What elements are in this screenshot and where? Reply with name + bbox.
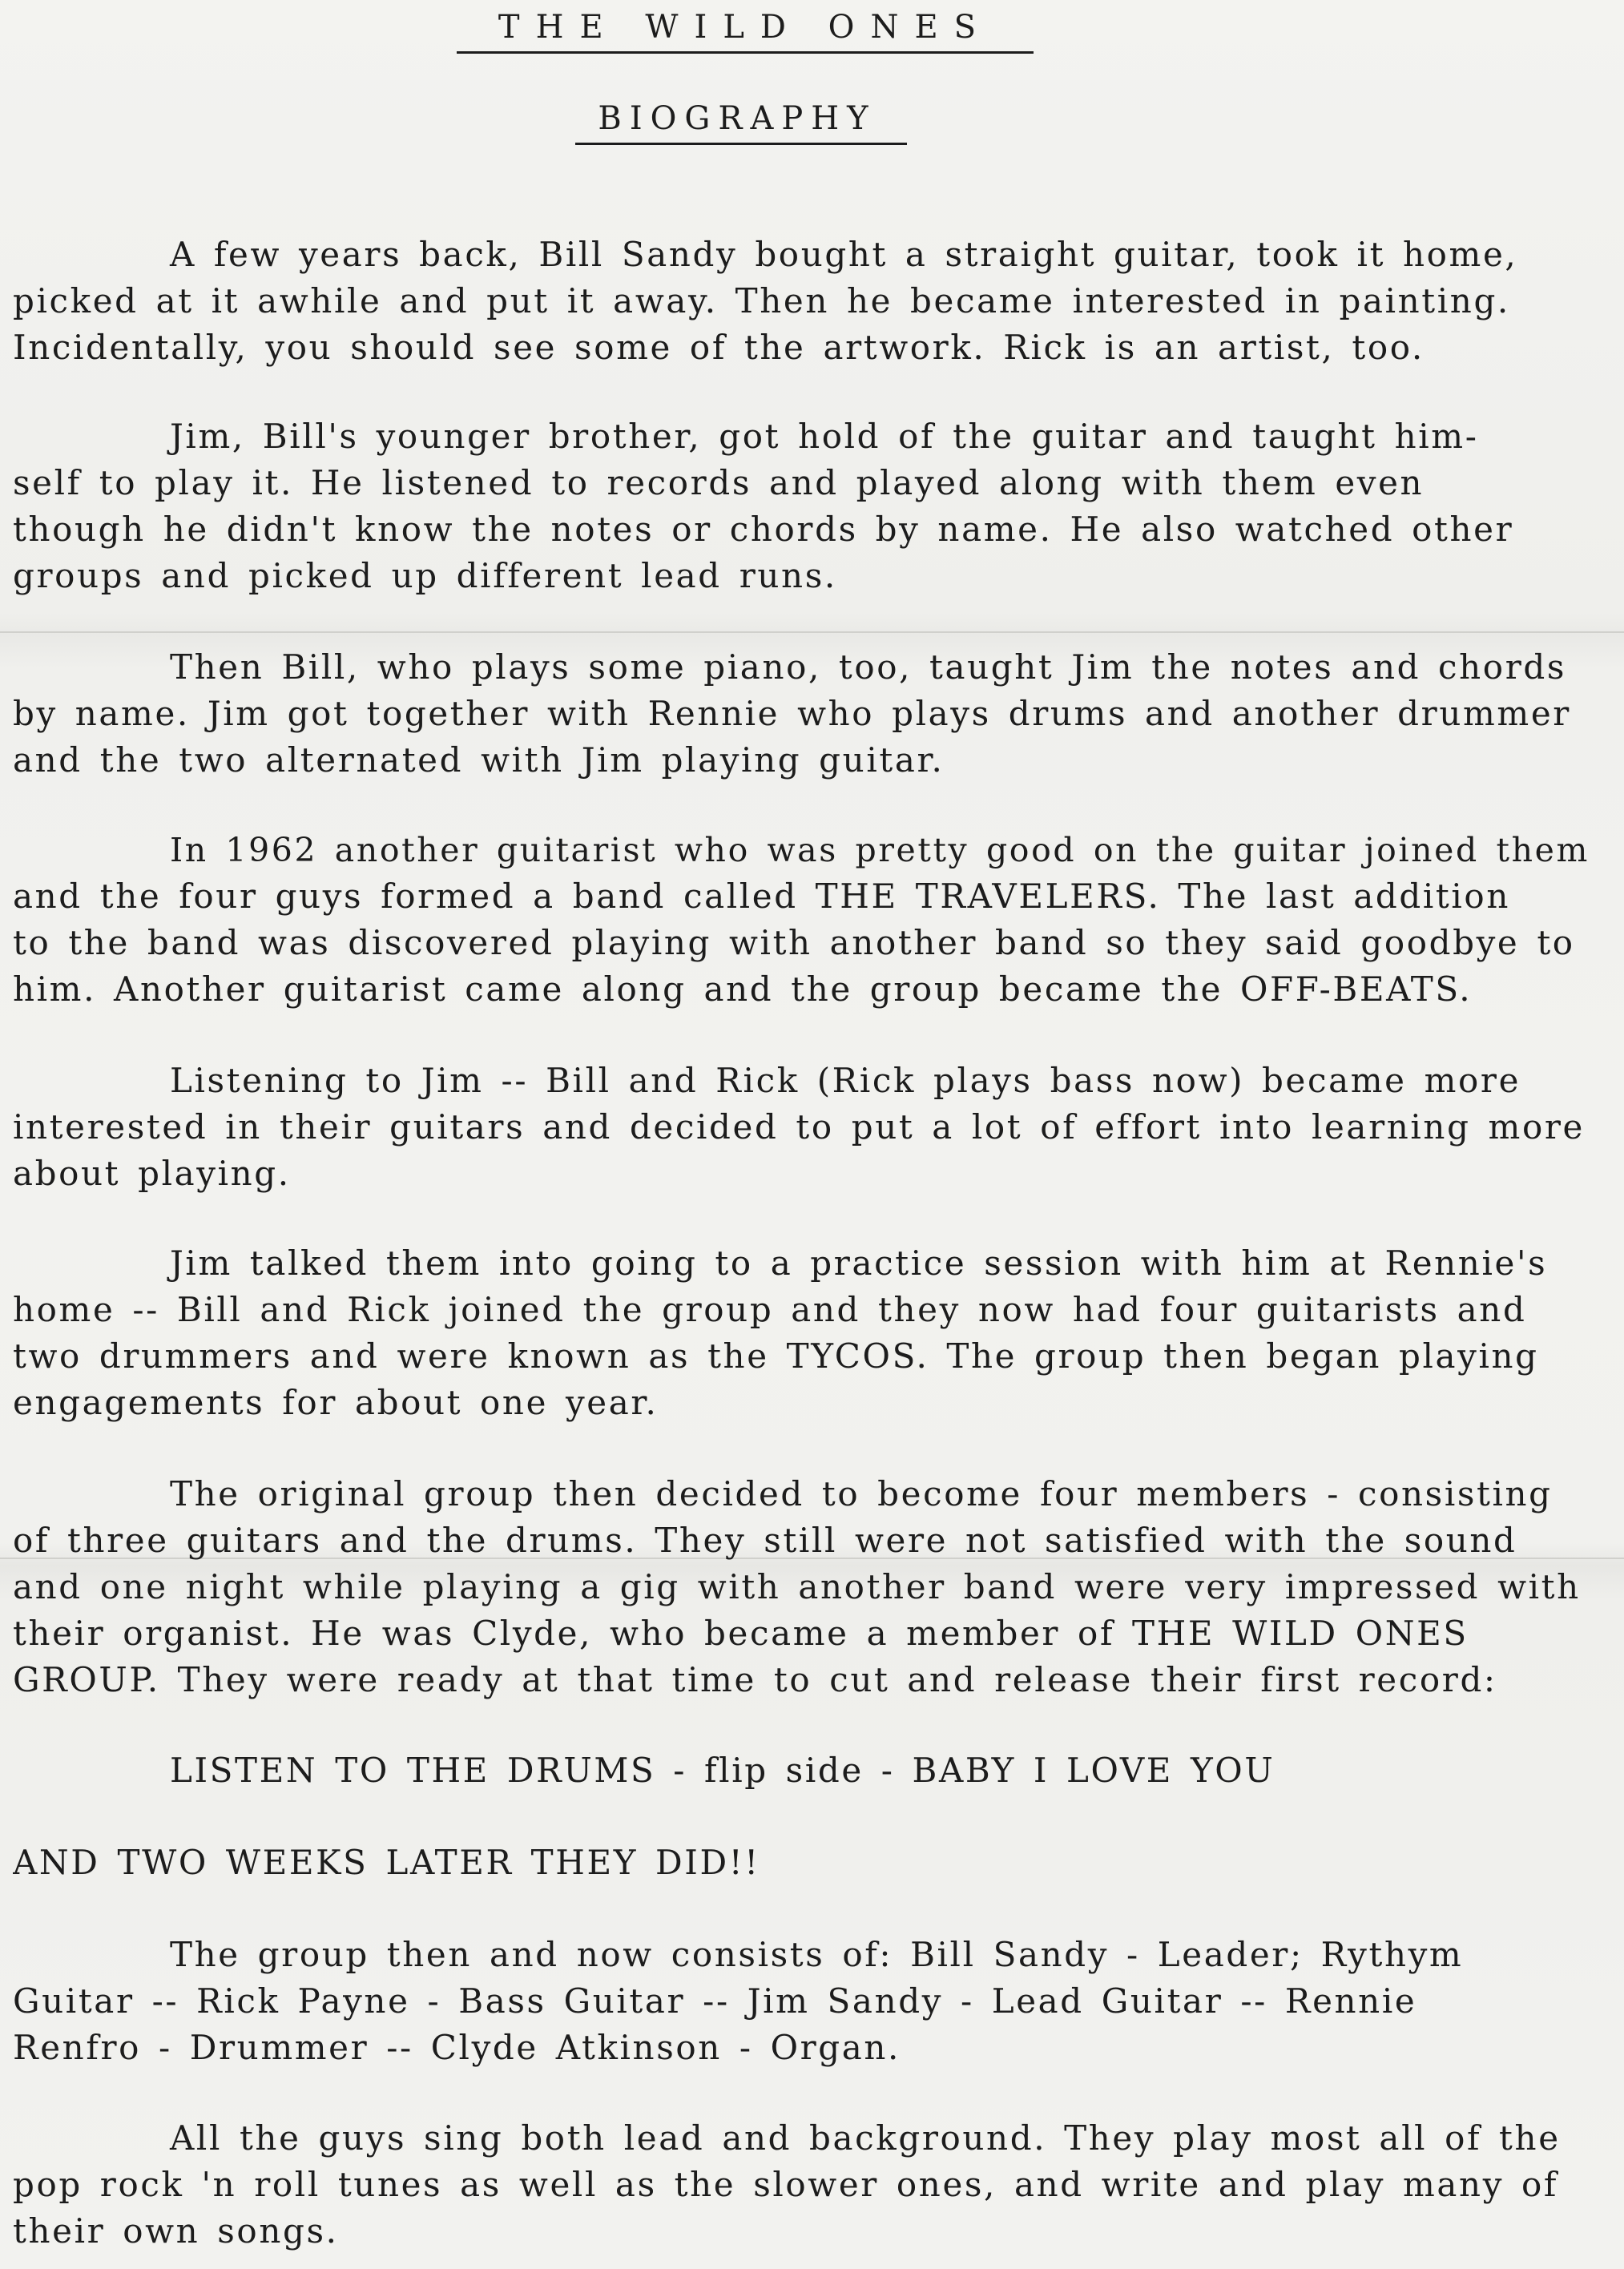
title-underline — [457, 51, 1034, 54]
paragraph-2 — [13, 413, 1611, 599]
paragraph-line: Incidentally, you should see some of the artwork. Rick is an artist, too. — [13, 328, 1425, 367]
paragraph-line: and the four guys formed a band called THE TRAVELERS. The last addition — [13, 877, 1510, 916]
paragraph-line: and the two alternated with Jim playing guitar. — [13, 740, 945, 780]
paragraph-line: Renfro - Drummer -- Clyde Atkinson - Organ. — [13, 2028, 901, 2067]
paragraph-5 — [13, 1058, 1611, 1197]
document-title-text: THE WILD ONES — [498, 9, 993, 46]
subtitle-underline — [575, 143, 907, 145]
paragraph-line: by name. Jim got together with Rennie who plays drums and another drummer — [13, 694, 1571, 733]
paragraph-4 — [13, 827, 1611, 1013]
paragraph-line: AND TWO WEEKS LATER THEY DID!! — [13, 1843, 760, 1882]
paragraph-line: interested in their guitars and decided to put a lot of effort into learning more — [13, 1107, 1585, 1147]
paragraph-members — [13, 1932, 1611, 2071]
paragraph-line: The group then and now consists of: Bill Sandy - Leader; Rythym — [170, 1935, 1464, 1974]
paragraph-7 — [13, 1471, 1611, 1703]
paragraph-line: groups and picked up different lead runs. — [13, 556, 837, 595]
paragraph-line: engagements for about one year. — [13, 1383, 659, 1422]
document-title — [449, 9, 1042, 46]
paragraph-final — [13, 2115, 1611, 2255]
paragraph-line: their organist. He was Clyde, who became a member of THE WILD ONES — [13, 1614, 1469, 1653]
paragraph-line: to the band was discovered playing with another band so they said goodbye to — [13, 923, 1575, 962]
paragraph-3 — [13, 644, 1611, 784]
paragraph-line: home -- Bill and Rick joined the group and they now had four guitarists and — [13, 1290, 1527, 1329]
paragraph-line: and one night while playing a gig with another band were very impressed with — [13, 1567, 1581, 1606]
paragraph-line: All the guys sing both lead and background. They play most all of the — [170, 2118, 1561, 2158]
paragraph-6 — [13, 1240, 1611, 1426]
paper-fold-line — [0, 631, 1624, 633]
paragraph-line: two drummers and were known as the TYCOS. The group then began playing — [13, 1336, 1539, 1376]
paragraph-line: self to play it. He listened to records and played along with them even — [13, 463, 1425, 502]
paragraph-line: Listening to Jim -- Bill and Rick (Rick plays bass now) became more — [170, 1061, 1521, 1100]
paragraph-line: him. Another guitarist came along and the group became the OFF-BEATS. — [13, 969, 1473, 1009]
paragraph-line: Jim talked them into going to a practice session with him at Rennie's — [170, 1243, 1548, 1283]
paragraph-1 — [13, 232, 1611, 371]
paragraph-line: though he didn't know the notes or chords by name. He also watched other — [13, 510, 1514, 549]
paragraph-line: In 1962 another guitarist who was pretty good on the guitar joined them — [170, 831, 1590, 869]
paragraph-line: their own songs. — [13, 2211, 339, 2251]
paragraph-line: A few years back, Bill Sandy bought a straight guitar, took it home, — [170, 235, 1518, 274]
document-subtitle — [553, 100, 921, 137]
paragraph-line: GROUP. They were ready at that time to cut and release their first record: — [13, 1660, 1497, 1699]
paragraph-line: picked at it awhile and put it away. Then he became interested in painting. — [13, 281, 1510, 320]
paragraph-line: Then Bill, who plays some piano, too, taught Jim the notes and chords — [170, 647, 1567, 687]
document-subtitle-text: BIOGRAPHY — [598, 100, 876, 137]
paragraph-line: Guitar -- Rick Payne - Bass Guitar -- Jim Sandy - Lead Guitar -- Rennie — [13, 1981, 1417, 2021]
paragraph-line: of three guitars and the drums. They still were not satisfied with the sound — [13, 1521, 1517, 1560]
paragraph-line: The original group then decided to become four members - consisting — [170, 1474, 1553, 1513]
release-note — [13, 1840, 1611, 1886]
paragraph-line: LISTEN TO THE DRUMS - flip side - BABY I LOVE YOU — [170, 1751, 1275, 1790]
paragraph-line: Jim, Bill's younger brother, got hold of the guitar and taught him- — [170, 417, 1479, 456]
paragraph-line: pop rock 'n roll tunes as well as the slower ones, and write and play many of — [13, 2165, 1559, 2204]
paragraph-line: about playing. — [13, 1154, 291, 1193]
record-titles — [13, 1747, 1611, 1794]
